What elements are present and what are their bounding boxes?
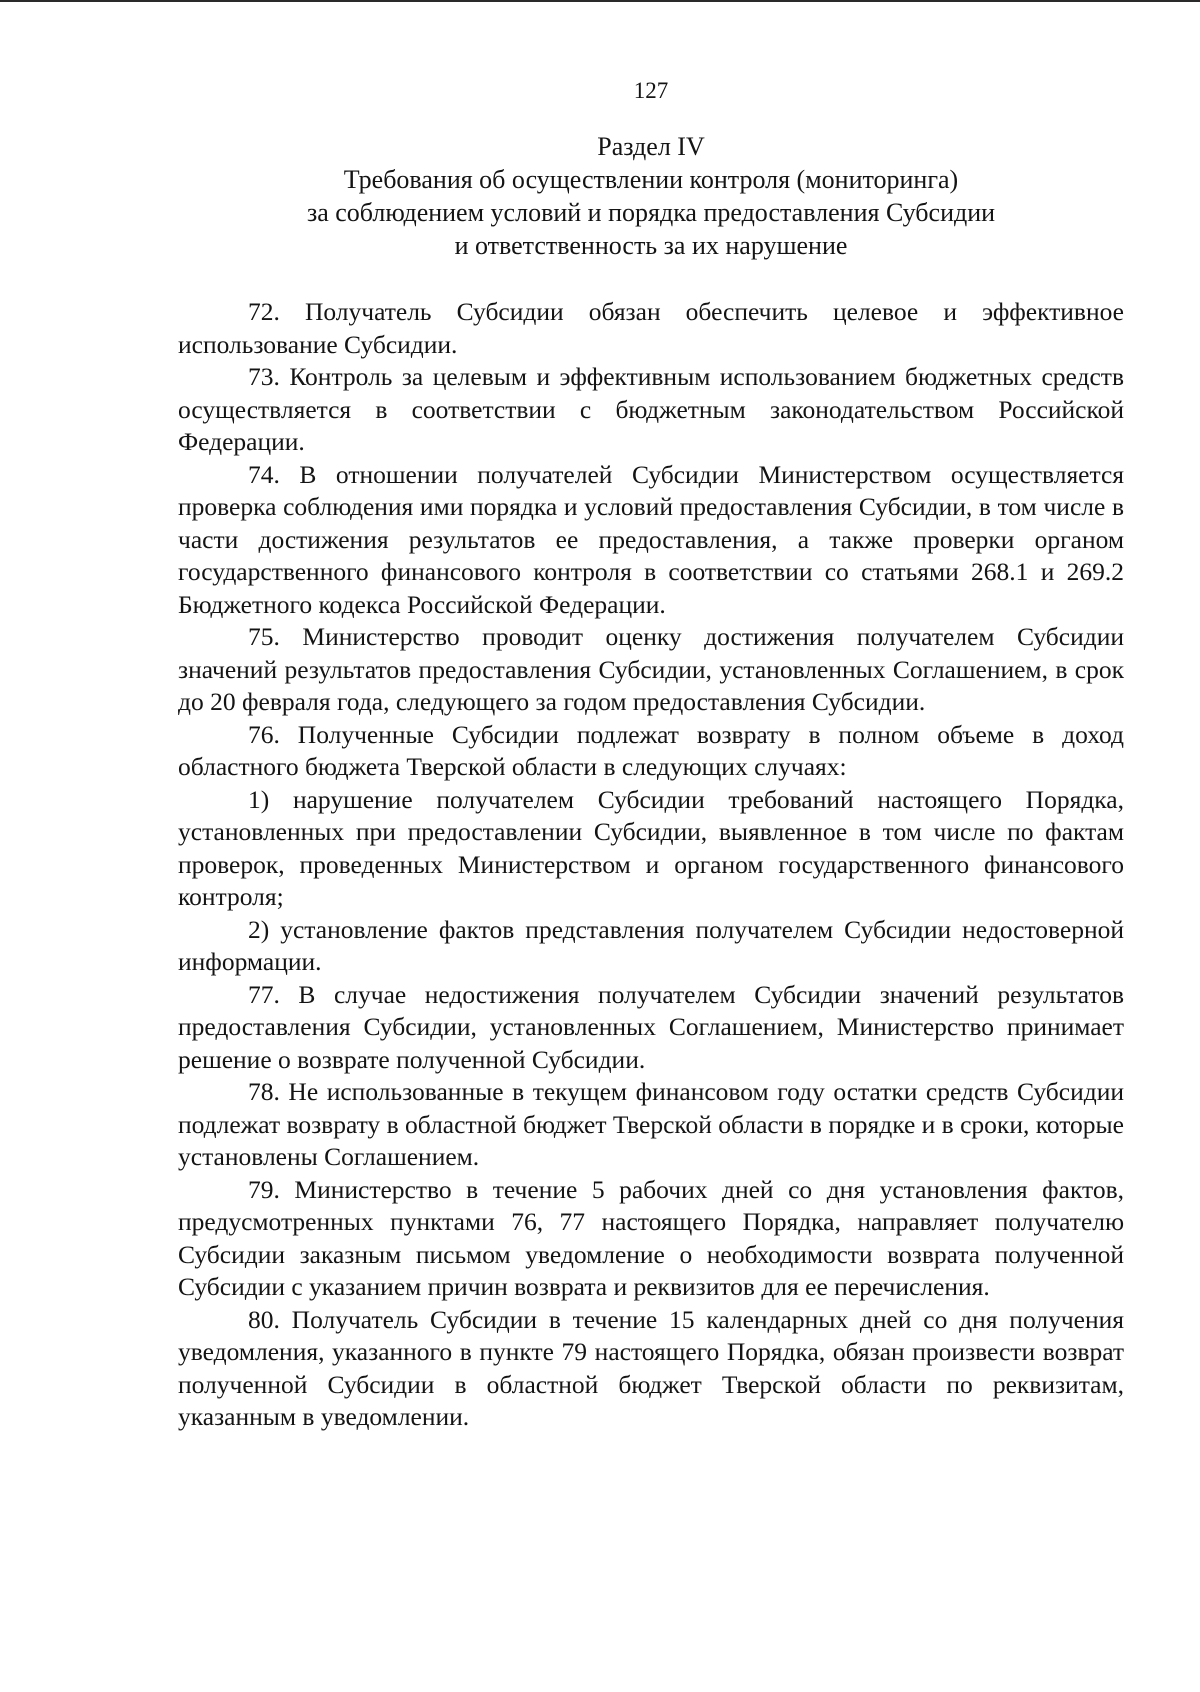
- paragraph-75: 75. Министерство проводит оценку достижения получателем Субсидии значений результатов предоставления Субсидии, установленных Соглашением, в срок до 20 февраля года, следующего за годом предоставления Субсидии.: [178, 622, 1124, 716]
- paragraph-77: 77. В случае недостижения получателем Субсидии значений результатов предоставления Субсидии, установленных Соглашением, Министерство принимает решение о возврате полученной Субсидии.: [178, 979, 1124, 1074]
- document-body: [178, 296, 1124, 1434]
- paragraph-79: 79. Министерство в течение 5 рабочих дней со дня установления фактов, предусмотренных пунктами 76, 77 настоящего Порядка, направляет получателю Субсидии заказным письмом уведомление о необходимости возврата полученной Субсидии с указанием причин возврата и реквизитов для ее перечисления.: [178, 1174, 1124, 1301]
- paragraph-80: 80. Получатель Субсидии в течение 15 календарных дней со дня получения уведомления, указанного в пункте 79 настоящего Порядка, обязан произвести возврат полученной Субсидии в областной бюджет Тверской области по реквизитам, указанным в уведомлении.: [178, 1304, 1124, 1431]
- paragraph-72: 72. Получатель Субсидии обязан обеспечить целевое и эффективное использование Субсидии.: [178, 297, 1124, 359]
- paragraph-78: 78. Не использованные в текущем финансовом году остатки средств Субсидии подлежат возврату в областной бюджет Тверской области в порядке и в сроки, которые установлены Соглашением.: [178, 1077, 1124, 1171]
- page-number: 127: [633, 78, 669, 103]
- scan-top-edge: [0, 0, 1200, 2]
- section-title-line-3: и ответственность за их нарушение: [454, 231, 848, 260]
- paragraph-76-item-1: 1) нарушение получателем Субсидии требований настоящего Порядка, установленных при предоставлении Субсидии, выявленное в том числе по фактам проверок, проведенных Министерством и органом государственного финансового контроля;: [178, 784, 1124, 911]
- paragraph-76-item-2: 2) установление фактов представления получателем Субсидии недостоверной информации.: [178, 914, 1124, 976]
- paragraph-76: 76. Полученные Субсидии подлежат возврату в полном объеме в доход областного бюджета Тверской области в следующих случаях:: [178, 719, 1124, 781]
- paragraph-74: 74. В отношении получателей Субсидии Министерством осуществляется проверка соблюдения ими порядка и условий предоставления Субсидии, в том числе в части достижения результатов ее предоставления, а также проверки органом государственного финансового контроля в соответствии со статьями 268.1 и 269.2 Бюджетного кодекса Российской Федерации.: [178, 459, 1124, 619]
- section-title-line-2: за соблюдением условий и порядка предоставления Субсидии: [306, 198, 996, 227]
- section-heading: [0, 130, 1200, 262]
- section-title-line-1: Требования об осуществлении контроля (мониторинга): [343, 165, 959, 194]
- paragraph-73: 73. Контроль за целевым и эффективным использованием бюджетных средств осуществляется в соответствии с бюджетным законодательством Российской Федерации.: [178, 362, 1124, 456]
- section-label: Раздел IV: [597, 132, 705, 161]
